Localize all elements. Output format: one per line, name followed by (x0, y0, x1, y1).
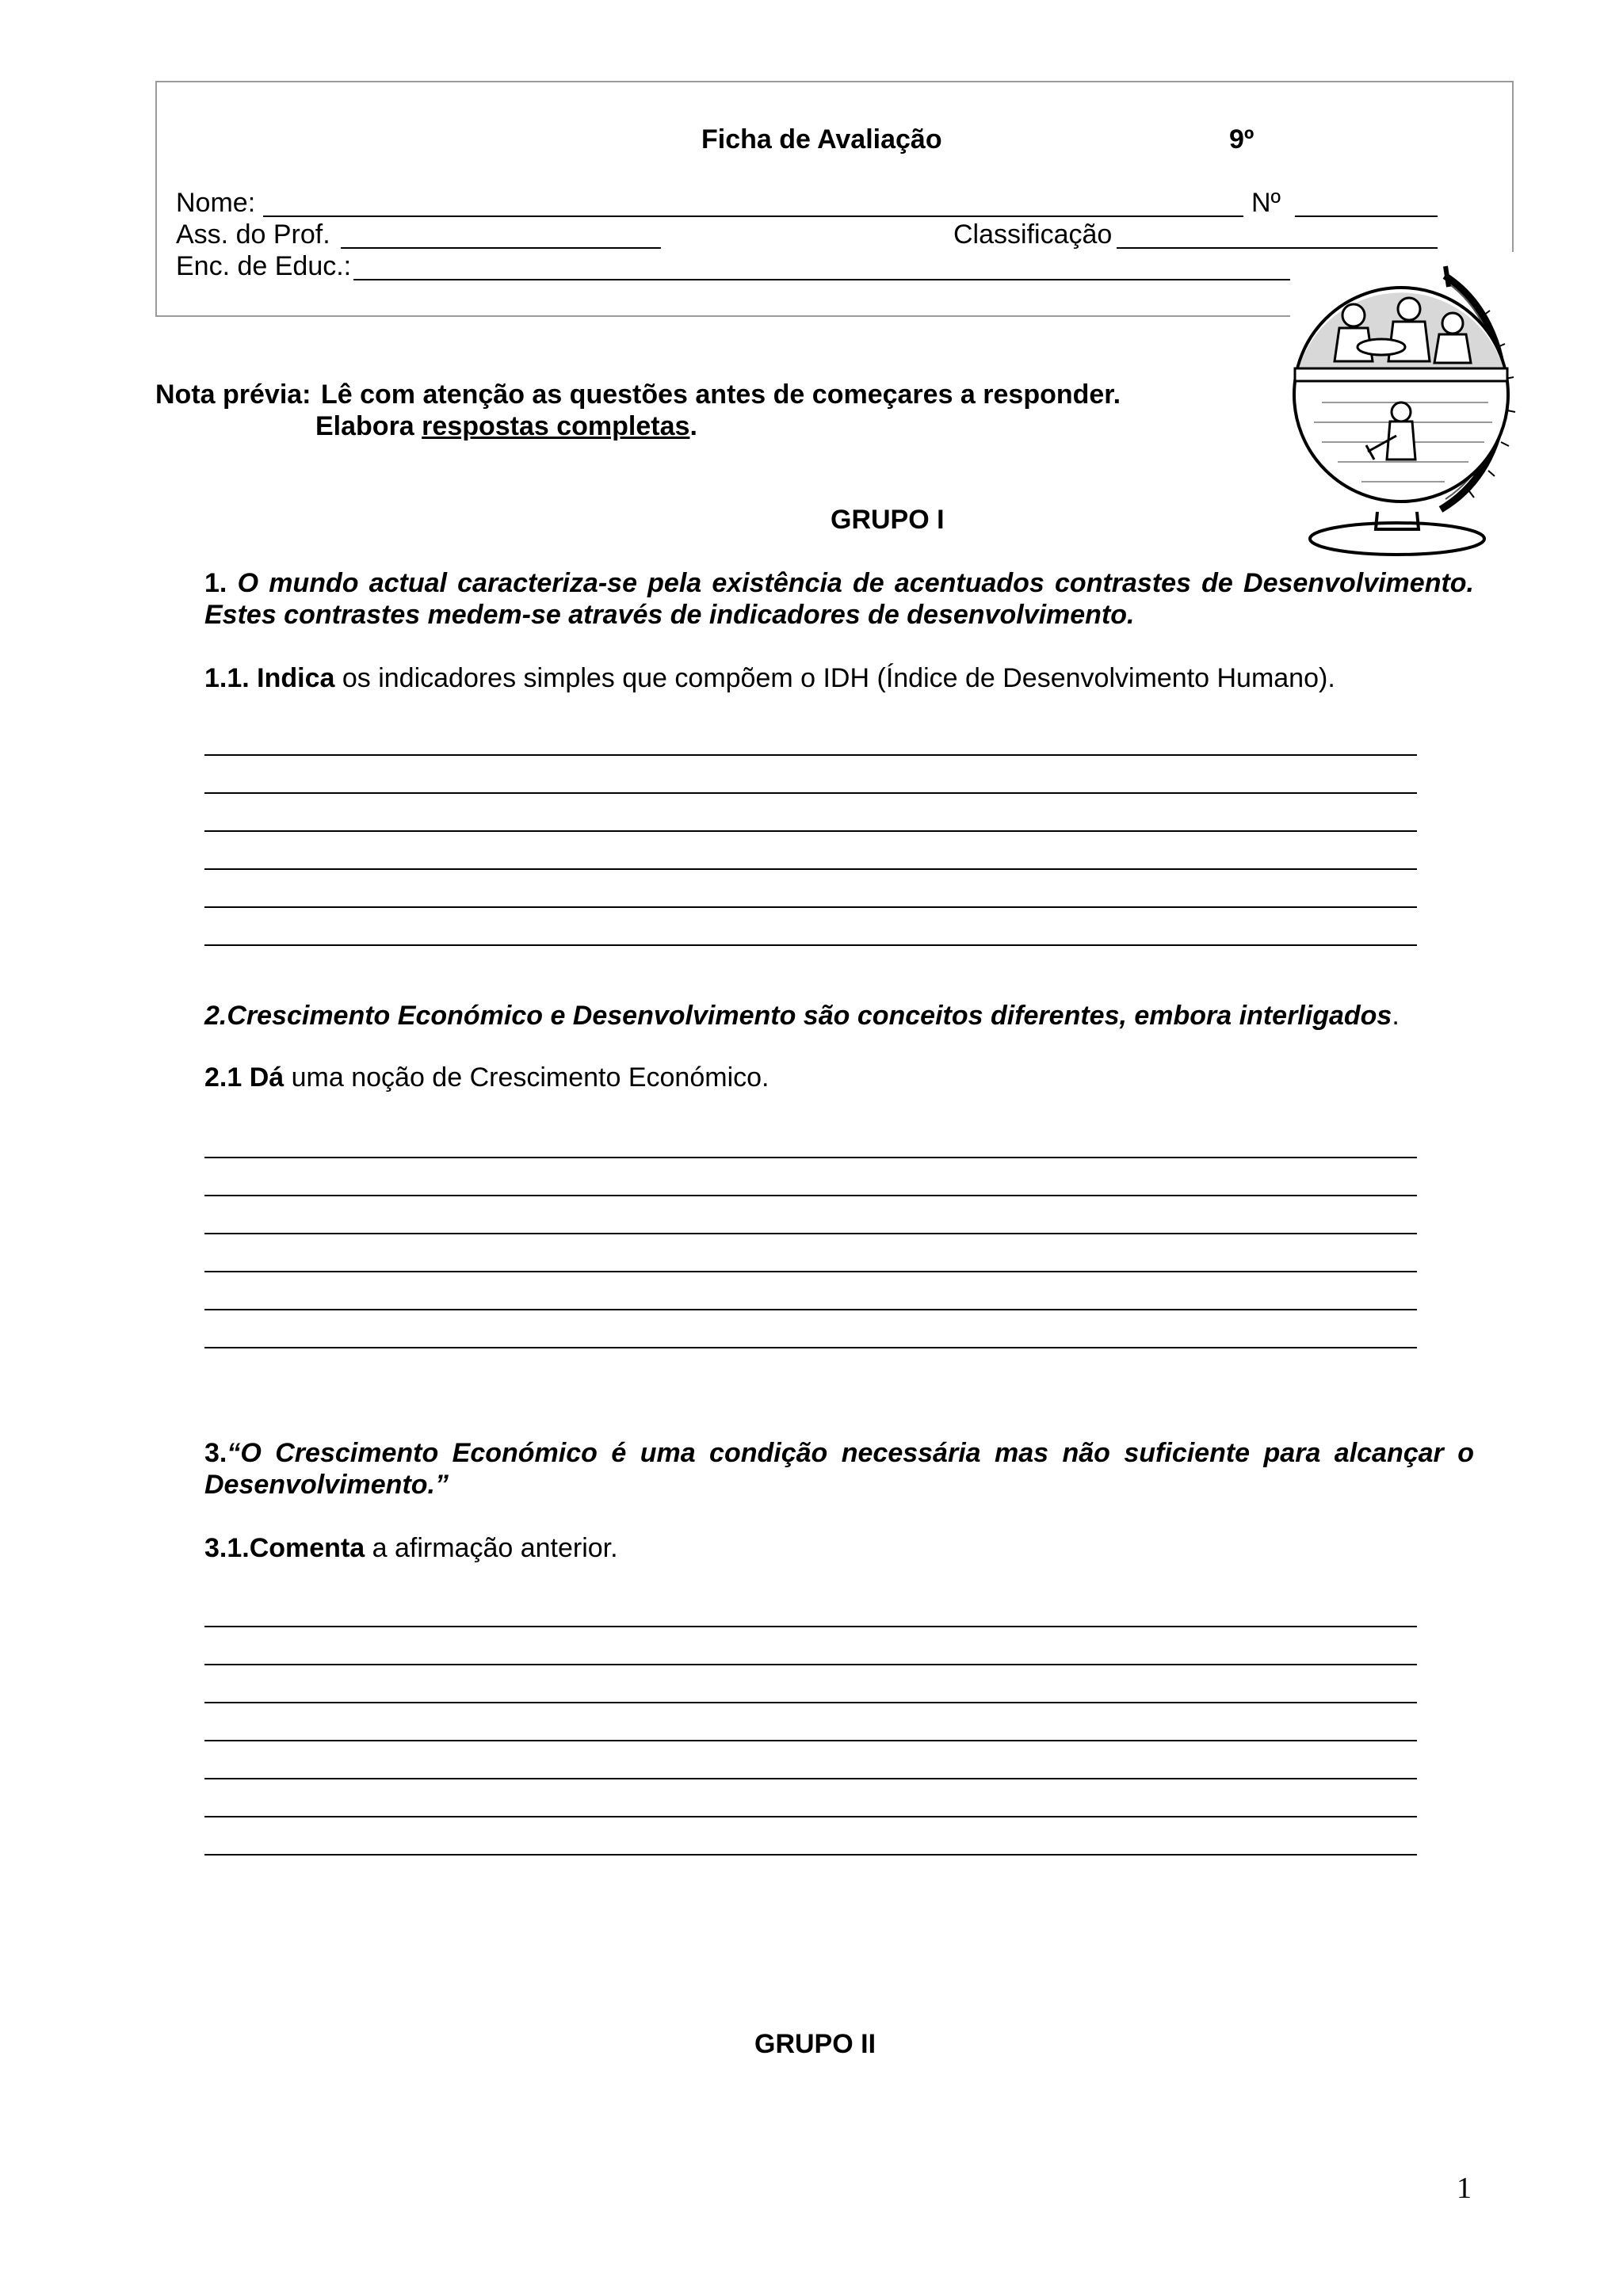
globe-icon (1290, 252, 1528, 563)
answer-line-1-1-e[interactable] (204, 906, 1417, 908)
answer-line-1-1-c[interactable] (204, 830, 1417, 832)
name-field[interactable] (263, 215, 1243, 217)
question-2-end: . (1392, 1001, 1400, 1031)
question-3-1-text: a afirmação anterior. (365, 1533, 618, 1563)
classification-field[interactable] (1117, 247, 1438, 249)
question-1-text-1: O mundo actual caracteriza-se pela existência de acentuados contrastes de Desenvolvimento. (237, 568, 1475, 598)
question-2-1-text: uma noção de Crescimento Económico. (284, 1062, 769, 1093)
name-label: Nome: (176, 188, 256, 218)
question-3-1-prefix: 3.1.Comenta (204, 1533, 365, 1563)
worksheet-title: Ficha de Avaliação (701, 124, 942, 154)
note-line-1: Lê com atenção as questões antes de começares a responder. (321, 379, 1121, 410)
answer-line-3-1-g[interactable] (204, 1854, 1417, 1855)
answer-line-1-1-a[interactable] (204, 754, 1417, 756)
answer-line-2-1-d[interactable] (204, 1271, 1417, 1272)
answer-line-2-1-f[interactable] (204, 1347, 1417, 1348)
question-2 (204, 1000, 1400, 1032)
answer-line-3-1-f[interactable] (204, 1816, 1417, 1817)
globe-cartoon-illustration (1290, 252, 1528, 563)
teacher-signature-label: Ass. do Prof. (176, 219, 330, 250)
answer-line-3-1-e[interactable] (204, 1778, 1417, 1779)
question-3-number: 3. (204, 1438, 227, 1468)
question-3-line-1 (204, 1437, 1474, 1469)
note-line-2-underlined: respostas completas (422, 411, 690, 441)
question-1-1-prefix: 1.1. Indica (204, 663, 335, 693)
note-line-2 (315, 410, 697, 442)
note-line-2-suffix: . (689, 411, 697, 441)
answer-line-3-1-d[interactable] (204, 1740, 1417, 1741)
answer-line-2-1-c[interactable] (204, 1233, 1417, 1234)
guardian-label: Enc. de Educ.: (176, 251, 352, 281)
classification-label: Classificação (953, 219, 1113, 250)
question-1-line-1 (204, 567, 1474, 599)
grade-label: 9º (1229, 124, 1254, 154)
question-2-1-prefix: 2.1 Dá (204, 1062, 285, 1093)
answer-line-1-1-b[interactable] (204, 792, 1417, 794)
question-1-1 (204, 662, 1335, 694)
note-label: Nota prévia: (155, 379, 311, 410)
group-2-title: GRUPO II (754, 2029, 876, 2059)
answer-line-3-1-b[interactable] (204, 1664, 1417, 1665)
question-3-text-1: “O Crescimento Económico é uma condição necessária mas não suficiente para alcançar o (227, 1438, 1474, 1468)
guardian-signature-field[interactable] (353, 279, 1292, 280)
question-1-1-text: os indicadores simples que compõem o IDH (Índice de Desenvolvimento Humano). (334, 663, 1335, 693)
group-1-title: GRUPO I (831, 505, 945, 535)
question-1-number: 1. (204, 568, 227, 598)
number-field[interactable] (1295, 215, 1438, 217)
number-label: Nº (1251, 188, 1281, 218)
question-2-1 (204, 1062, 769, 1093)
answer-line-3-1-a[interactable] (204, 1626, 1417, 1627)
answer-line-1-1-d[interactable] (204, 868, 1417, 870)
answer-line-2-1-a[interactable] (204, 1157, 1417, 1158)
teacher-signature-field[interactable] (341, 247, 661, 249)
page-number: 1 (1457, 2172, 1472, 2205)
answer-line-1-1-f[interactable] (204, 944, 1417, 946)
question-1-line-2: Estes contrastes medem-se através de indicadores de desenvolvimento. (204, 600, 1135, 630)
question-3-line-2: Desenvolvimento.” (204, 1470, 449, 1500)
answer-line-2-1-b[interactable] (204, 1195, 1417, 1196)
note-line-2-prefix: Elabora (315, 411, 414, 441)
answer-line-3-1-c[interactable] (204, 1702, 1417, 1703)
question-3-1 (204, 1532, 618, 1564)
answer-line-2-1-e[interactable] (204, 1309, 1417, 1310)
question-2-text: 2.Crescimento Económico e Desenvolvimento são conceitos diferentes, embora interligados (204, 1001, 1392, 1031)
